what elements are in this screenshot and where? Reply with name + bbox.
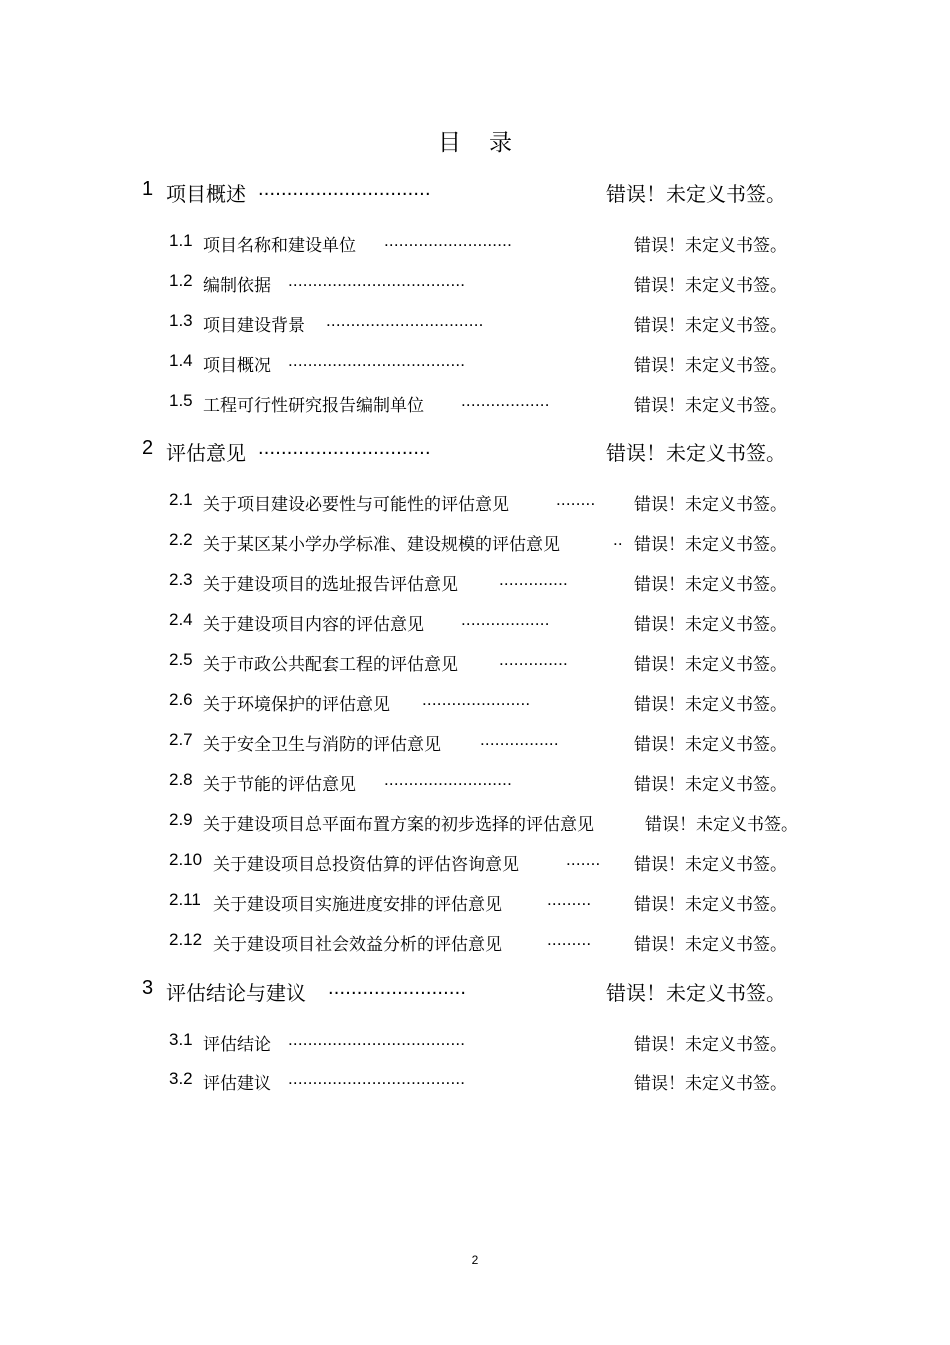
- toc-entry-2-11[interactable]: [0, 890, 950, 920]
- toc-entry-2-10[interactable]: [0, 850, 950, 880]
- toc-entry-1[interactable]: [0, 178, 950, 208]
- toc-entry-3-1[interactable]: [0, 1030, 950, 1060]
- toc-entry-2-4[interactable]: [0, 610, 950, 640]
- toc-entry-2-8[interactable]: [0, 770, 950, 800]
- toc-entry-pageref: 错误！未定义书签。: [634, 356, 787, 376]
- toc-entry-pageref: 错误！未定义书签。: [634, 935, 787, 955]
- toc-entry-number: 2.9: [169, 810, 193, 829]
- toc-entry-number: 2.1: [169, 490, 193, 509]
- toc-entry-leader: ........: [556, 490, 596, 509]
- toc-entry-title: 评估结论与建议: [166, 981, 306, 1005]
- toc-entry-title: 编制依据: [203, 276, 271, 296]
- toc-entry-leader: ..............................: [258, 178, 431, 200]
- toc-entry-3[interactable]: [0, 977, 950, 1007]
- toc-entry-leader: ..............: [499, 570, 568, 589]
- toc-entry-1-2[interactable]: [0, 271, 950, 301]
- toc-entry-title: 关于节能的评估意见: [203, 775, 356, 795]
- toc-entry-title: 评估结论: [203, 1035, 271, 1055]
- toc-entry-number: 2.12: [169, 930, 203, 949]
- toc-entry-title: 评估建议: [203, 1074, 271, 1094]
- toc-entry-title: 关于建设项目实施进度安排的评估意见: [213, 895, 502, 915]
- toc-entry-2-1[interactable]: [0, 490, 950, 520]
- toc-entry-leader: ..: [613, 530, 623, 549]
- toc-entry-leader: ................................: [326, 311, 484, 330]
- toc-entry-number: 2.3: [169, 570, 193, 589]
- toc-entry-number: 3.1: [169, 1030, 193, 1049]
- toc-entry-pageref: 错误！未定义书签。: [634, 316, 787, 336]
- toc-entry-number: 1: [142, 178, 154, 200]
- page-number: 2: [471, 1253, 479, 1267]
- toc-entry-title: 项目概述: [166, 182, 246, 206]
- toc-entry-number: 3.2: [169, 1069, 193, 1088]
- toc-entry-leader: ....................................: [288, 351, 466, 370]
- toc-entry-number: 1.2: [169, 271, 193, 290]
- toc-entry-1-1[interactable]: [0, 231, 950, 261]
- toc-entry-title: 项目建设背景: [203, 316, 305, 336]
- toc-entry-number: 1.3: [169, 311, 193, 330]
- toc-entry-pageref: 错误！未定义书签。: [606, 981, 786, 1005]
- toc-title: [0, 124, 950, 157]
- toc-entry-pageref: 错误！未定义书签。: [634, 735, 787, 755]
- toc-entry-pageref: 错误！未定义书签。: [634, 895, 787, 915]
- toc-entry-number: 2.2: [169, 530, 193, 549]
- toc-entry-number: 1.5: [169, 391, 193, 410]
- toc-entry-pageref: 错误！未定义书签。: [606, 182, 786, 206]
- toc-entry-pageref: 错误！未定义书签。: [634, 1035, 787, 1055]
- toc-entry-leader: ......................: [422, 690, 531, 709]
- toc-entry-number: 2.5: [169, 650, 193, 669]
- toc-entry-title: 项目名称和建设单位: [203, 236, 356, 256]
- toc-entry-leader: ................: [480, 730, 559, 749]
- toc-entry-pageref: 错误！未定义书签。: [634, 855, 787, 875]
- toc-entry-2-7[interactable]: [0, 730, 950, 760]
- toc-entry-title: 关于建设项目总平面布置方案的初步选择的评估意见: [203, 815, 594, 835]
- toc-entry-number: 2.6: [169, 690, 193, 709]
- toc-entry-number: 1.1: [169, 231, 193, 250]
- toc-entry-title: 关于建设项目社会效益分析的评估意见: [213, 935, 502, 955]
- toc-entry-number: 2.8: [169, 770, 193, 789]
- toc-entry-number: 2.11: [169, 890, 201, 909]
- toc-entry-2-6[interactable]: [0, 690, 950, 720]
- toc-entry-pageref: 错误！未定义书签。: [645, 815, 798, 835]
- toc-entry-number: 2: [142, 437, 154, 459]
- toc-entry-pageref: 错误！未定义书签。: [634, 1074, 787, 1094]
- toc-entry-2[interactable]: [0, 437, 950, 467]
- toc-entry-leader: ..........................: [384, 231, 513, 250]
- toc-entry-pageref: 错误！未定义书签。: [634, 655, 787, 675]
- toc-entry-leader: ....................................: [288, 1030, 466, 1049]
- toc-entry-3-2[interactable]: [0, 1069, 950, 1099]
- toc-entry-leader: ..................: [461, 610, 550, 629]
- toc-title-char-1: 目: [438, 130, 461, 156]
- toc-entry-pageref: 错误！未定义书签。: [634, 495, 787, 515]
- toc-entry-title: 关于某区某小学办学标准、建设规模的评估意见: [203, 535, 560, 555]
- toc-entry-1-3[interactable]: [0, 311, 950, 341]
- toc-entry-leader: ..............................: [258, 437, 431, 459]
- toc-entry-pageref: 错误！未定义书签。: [606, 441, 786, 465]
- toc-entry-pageref: 错误！未定义书签。: [634, 615, 787, 635]
- toc-entry-title: 关于市政公共配套工程的评估意见: [203, 655, 458, 675]
- toc-entry-title: 关于建设项目内容的评估意见: [203, 615, 424, 635]
- toc-entry-leader: .......: [566, 850, 601, 869]
- toc-entry-leader: ..........................: [384, 770, 513, 789]
- toc-entry-pageref: 错误！未定义书签。: [634, 775, 787, 795]
- toc-entry-number: 2.7: [169, 730, 193, 749]
- toc-entry-number: 2.10: [169, 850, 203, 869]
- toc-entry-pageref: 错误！未定义书签。: [634, 575, 787, 595]
- toc-entry-pageref: 错误！未定义书签。: [634, 695, 787, 715]
- toc-entry-1-4[interactable]: [0, 351, 950, 381]
- toc-entry-2-9[interactable]: [0, 810, 950, 840]
- toc-entry-2-2[interactable]: [0, 530, 950, 560]
- toc-entry-leader: ....................................: [288, 1069, 466, 1088]
- toc-entry-title: 关于环境保护的评估意见: [203, 695, 390, 715]
- toc-entry-pageref: 错误！未定义书签。: [634, 236, 787, 256]
- toc-title-char-2: 录: [489, 130, 512, 156]
- toc-entry-2-12[interactable]: [0, 930, 950, 960]
- toc-entry-pageref: 错误！未定义书签。: [634, 535, 787, 555]
- toc-entry-number: 1.4: [169, 351, 193, 370]
- toc-entry-number: 3: [142, 977, 154, 999]
- toc-entry-title: 项目概况: [203, 356, 271, 376]
- toc-entry-leader: ..............: [499, 650, 568, 669]
- toc-entry-leader: .........: [547, 890, 592, 909]
- toc-entry-leader: ........................: [328, 977, 467, 999]
- toc-entry-2-5[interactable]: [0, 650, 950, 680]
- toc-entry-title: 关于安全卫生与消防的评估意见: [203, 735, 441, 755]
- toc-entry-title: 工程可行性研究报告编制单位: [203, 396, 424, 416]
- toc-entry-leader: ....................................: [288, 271, 466, 290]
- toc-entry-leader: .........: [547, 930, 592, 949]
- toc-entry-title: 评估意见: [166, 441, 246, 465]
- toc-entry-1-5[interactable]: [0, 391, 950, 421]
- toc-entry-number: 2.4: [169, 610, 193, 629]
- toc-entry-title: 关于项目建设必要性与可能性的评估意见: [203, 495, 509, 515]
- toc-entry-2-3[interactable]: [0, 570, 950, 600]
- toc-entry-pageref: 错误！未定义书签。: [634, 276, 787, 296]
- toc-entry-leader: ..................: [461, 391, 550, 410]
- toc-entry-title: 关于建设项目的选址报告评估意见: [203, 575, 458, 595]
- toc-entry-title: 关于建设项目总投资估算的评估咨询意见: [213, 855, 519, 875]
- toc-entry-pageref: 错误！未定义书签。: [634, 396, 787, 416]
